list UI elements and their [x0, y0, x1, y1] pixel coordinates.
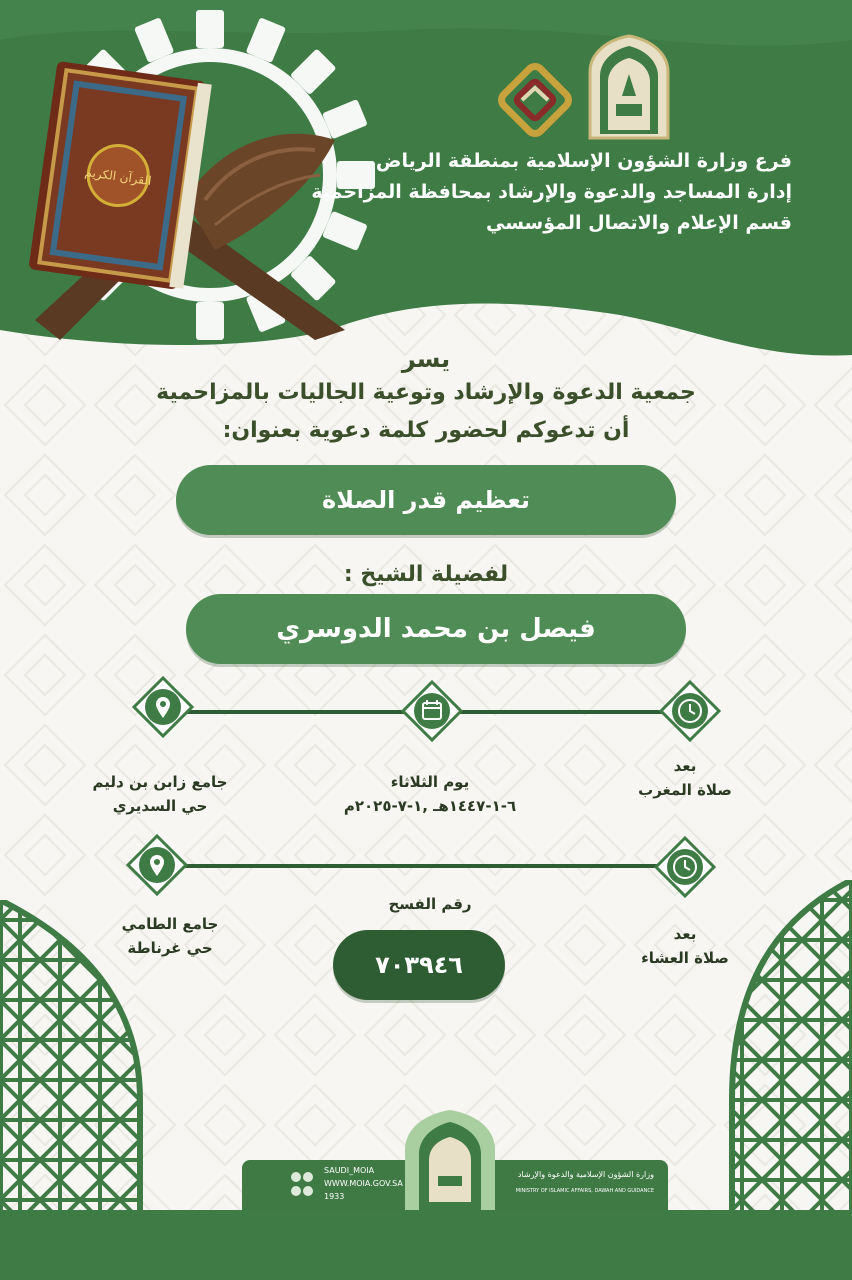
event1-date: [320, 770, 540, 818]
location-pin-icon: [126, 834, 188, 896]
lecture-title-pill: [176, 465, 676, 535]
ministry-logo-icon: [586, 34, 672, 142]
footer-emblem: [405, 1110, 495, 1210]
event1-date-line-2: ٦-١-١٤٤٧هـ ,١-٧-٢٠٢٥م: [343, 797, 517, 815]
clock-icon: [659, 680, 721, 742]
speaker-label: لفضيلة الشيخ :: [343, 562, 509, 587]
permit-number: ٧٠٣٩٤٦: [375, 951, 463, 979]
speaker-name: فيصل بن محمد الدوسري: [276, 614, 596, 644]
website: WWW.MOIA.GOV.SA: [324, 1179, 403, 1188]
bottom-pattern-strip: [0, 1210, 852, 1280]
event1-place-line-1: جامع زابن بن دليم: [92, 773, 228, 791]
event1-place: [60, 770, 260, 818]
invite-line-3: أن تدعوكم لحضور كلمة دعوية بعنوان:: [222, 418, 630, 443]
event1-place-line-2: حي السديري: [112, 797, 208, 815]
right-lattice-ornament: [722, 880, 852, 1220]
event2-time-line-1: بعد: [673, 925, 697, 943]
event1-time-line-2: صلاة المغرب: [638, 781, 732, 799]
header-line-1: فرع وزارة الشؤون الإسلامية بمنطقة الرياض: [375, 150, 792, 172]
header-line-2: إدارة المساجد والدعوة والإرشاد بمحافظة المزاحمية: [311, 181, 792, 203]
event1-time: [610, 754, 760, 802]
calendar-icon: [401, 680, 463, 742]
left-lattice-ornament: [0, 900, 180, 1220]
invite-line-1: يسر: [401, 345, 451, 373]
event2-place-line-2: حي غرناطة: [127, 939, 213, 957]
event1-date-line-1: يوم الثلاثاء: [390, 773, 470, 791]
permit-number-pill: [333, 930, 505, 1000]
hotline: 1933: [324, 1192, 345, 1201]
header-line-3: قسم الإعلام والاتصال المؤسسي: [486, 212, 792, 234]
event1-time-line-1: بعد: [673, 757, 697, 775]
event2-place-line-1: جامع الطامي: [121, 915, 219, 933]
clock-icon: [654, 836, 716, 898]
ministry-name-en: MINISTRY OF ISLAMIC AFFAIRS, DAWAH AND GUIDANCE: [515, 1188, 654, 1194]
timeline-line-2: [170, 862, 690, 870]
book-title: القرآن الكريم: [83, 164, 153, 189]
speaker-name-pill: [186, 594, 686, 664]
event2-time-line-2: صلاة العشاء: [641, 949, 729, 967]
location-pin-icon: [132, 676, 194, 738]
ministry-name-ar: وزارة الشؤون الإسلامية والدعوة والإرشاد: [517, 1170, 654, 1179]
association-logo-icon: [492, 60, 578, 140]
lecture-title: تعظيم قدر الصلاة: [322, 486, 530, 514]
permit-label: رقم الفسح: [388, 895, 472, 913]
social-handle: SAUDI_MOIA: [324, 1166, 375, 1175]
invite-line-2: جمعية الدعوة والإرشاد وتوعية الجاليات بالمزاحمية: [156, 380, 696, 405]
social-icons: [290, 1170, 314, 1200]
